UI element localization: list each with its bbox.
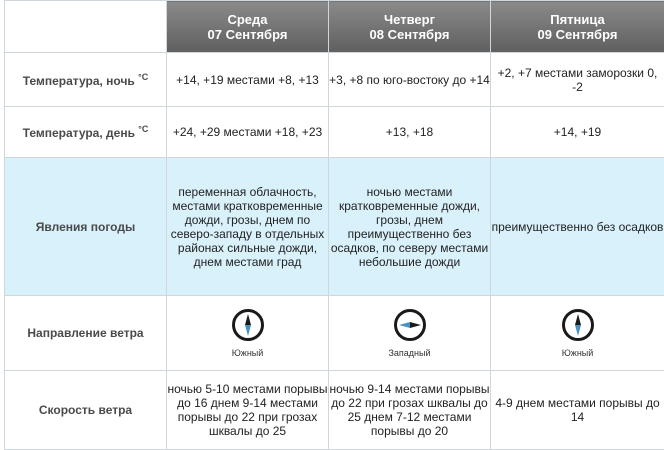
day-header-thu — [329, 1, 491, 53]
row-label-wind-speed: Скорость ветра — [5, 371, 167, 450]
day-name: Четверг — [384, 11, 435, 27]
night-temp-thu: +3, +8 по юго-востоку до +14 — [329, 53, 491, 107]
wind-direction-label: Южный — [561, 348, 594, 358]
row-label-phenomena: Явления погоды — [5, 158, 167, 296]
wind-direction-label: Южный — [231, 348, 264, 358]
phenomena-wed: переменная облачность, местами кратковременные дожди, грозы, днем по северо-западу в отдельных районах сильные дожди, днем местами град — [167, 158, 329, 296]
day-name: Среда — [227, 11, 268, 27]
wind-speed-row — [5, 371, 664, 450]
forecast-table — [4, 0, 664, 450]
day-header-fri — [491, 1, 664, 53]
day-temp-fri: +14, +19 — [491, 107, 664, 158]
night-temperature-row — [5, 53, 664, 107]
wind-direction-fri — [491, 296, 664, 371]
unit-label: °C — [138, 124, 149, 134]
phenomena-fri: преимущественно без осадков — [491, 158, 664, 296]
row-label-day-temp — [5, 107, 167, 158]
weather-phenomena-row — [5, 158, 664, 296]
wind-speed-wed: ночью 5-10 местами порывы до 16 днем 9-14 местами порывы до 22 при грозах шквалы до 25 — [167, 371, 329, 450]
day-date: 09 Сентября — [537, 26, 618, 42]
wind-speed-thu: ночью 9-14 местами порывы до 22 при грозах шквалы до 25 днем 7-12 местами порывы до 20 — [329, 371, 491, 450]
day-temp-thu: +13, +18 — [329, 107, 491, 158]
wind-direction-thu — [329, 296, 491, 371]
header-row — [5, 1, 664, 53]
night-temp-wed: +14, +19 местами +8, +13 — [167, 53, 329, 107]
day-date: 08 Сентября — [369, 26, 450, 42]
day-temperature-row — [5, 107, 664, 158]
unit-label: °C — [138, 71, 149, 82]
phenomena-thu: ночью местами кратковременные дожди, грозы, днем преимущественно без осадков, по северу местами небольшие дожди — [329, 158, 491, 296]
day-header-wed — [167, 1, 329, 53]
compass-west-icon — [393, 308, 427, 342]
night-temp-fri: +2, +7 местами заморозки 0, -2 — [491, 53, 664, 107]
row-label-night-temp — [5, 53, 167, 107]
wind-direction-row — [5, 296, 664, 371]
wind-direction-label: Западный — [388, 348, 431, 358]
row-label-text: Температура, ночь — [22, 73, 139, 88]
day-name: Пятница — [550, 11, 605, 27]
wind-speed-fri: 4-9 днем местами порывы до 14 — [491, 371, 664, 450]
row-label-wind-direction: Направление ветра — [5, 296, 167, 371]
corner-cell — [5, 1, 167, 53]
row-label-text: Температура, день — [22, 126, 139, 140]
wind-direction-wed — [167, 296, 329, 371]
day-date: 07 Сентября — [207, 26, 288, 42]
compass-south-icon — [231, 308, 265, 342]
day-temp-wed: +24, +29 местами +18, +23 — [167, 107, 329, 158]
compass-south-icon — [561, 308, 595, 342]
